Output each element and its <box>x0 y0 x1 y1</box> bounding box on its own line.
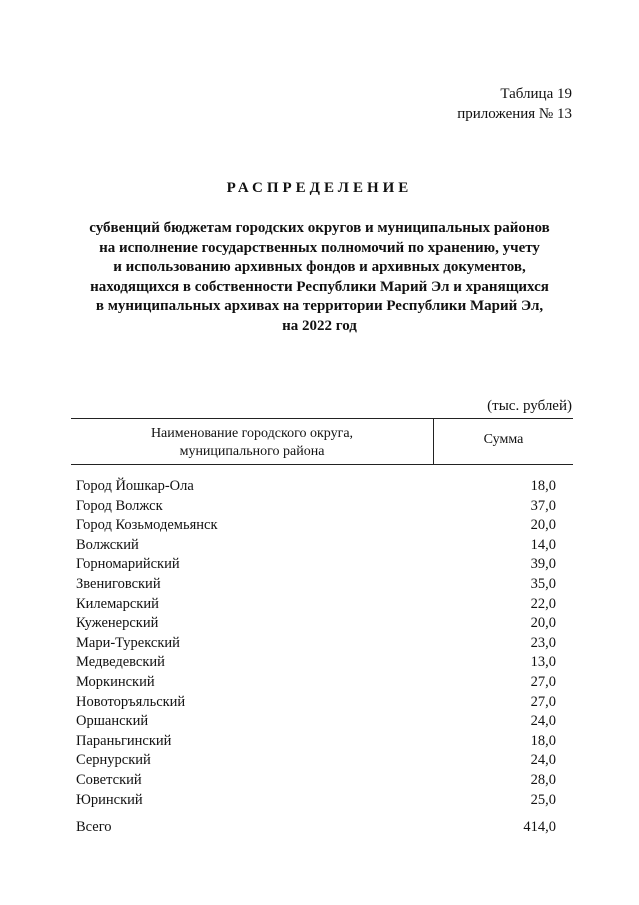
subtitle-line: и использованию архивных фондов и архивных документов, <box>113 259 526 276</box>
table-row <box>76 751 556 771</box>
table-row <box>76 595 556 615</box>
table-row <box>76 614 556 634</box>
subtitle-line: в муниципальных архивах на территории Республики Марий Эл, <box>95 298 544 315</box>
table-row <box>76 555 556 575</box>
subtitle-line: на 2022 год <box>282 317 357 334</box>
row-name: Звениговский <box>76 575 161 592</box>
row-name: Параньгинский <box>76 732 172 749</box>
row-value: 13,0 <box>530 654 556 671</box>
row-name: Юринский <box>76 791 143 808</box>
row-name: Куженерский <box>76 615 159 632</box>
total-label: Всего <box>76 819 112 835</box>
row-value: 14,0 <box>530 536 556 553</box>
row-name: Медведевский <box>76 654 165 671</box>
units-label: (тыс. рублей) <box>487 398 572 414</box>
row-value: 35,0 <box>530 575 556 592</box>
row-value: 27,0 <box>530 673 556 690</box>
table-reference <box>457 84 572 124</box>
table-number: Таблица 19 <box>500 86 572 102</box>
row-value: 20,0 <box>530 517 556 534</box>
row-value: 25,0 <box>530 791 556 808</box>
table-row <box>76 771 556 791</box>
row-name: Город Волжск <box>76 497 163 514</box>
subtitle-line: субвенций бюджетам городских округов и муниципальных районов <box>89 220 550 236</box>
row-name: Мари-Турекский <box>76 634 180 651</box>
row-name: Город Йошкар-Ола <box>76 478 194 494</box>
row-value: 20,0 <box>530 615 556 632</box>
table-row <box>76 575 556 595</box>
row-name: Сернурский <box>76 752 151 769</box>
subtitle-line: на исполнение государственных полномочий по хранению, учету <box>99 239 540 256</box>
table-header-border <box>71 464 573 465</box>
table-top-border <box>71 418 573 419</box>
row-value: 39,0 <box>530 556 556 573</box>
row-value: 22,0 <box>530 595 556 612</box>
table-row <box>76 693 556 713</box>
row-value: 28,0 <box>530 771 556 788</box>
table-body <box>76 477 556 810</box>
row-name: Советский <box>76 771 142 788</box>
appendix-number: приложения № 13 <box>457 106 572 122</box>
row-value: 18,0 <box>530 478 556 494</box>
row-name: Волжский <box>76 536 139 553</box>
row-name: Новоторъяльский <box>76 693 186 710</box>
document-subtitle <box>60 219 579 337</box>
row-value: 24,0 <box>530 752 556 769</box>
column-header-name <box>71 425 433 461</box>
row-value: 24,0 <box>530 713 556 730</box>
column-header-name-line: Наименование городского округа, <box>150 426 354 441</box>
row-value: 27,0 <box>530 693 556 710</box>
column-header-name-line: муниципального района <box>179 444 325 459</box>
table-row <box>76 477 556 497</box>
table-row <box>76 516 556 536</box>
row-name: Моркинский <box>76 673 155 690</box>
row-name: Оршанский <box>76 713 149 730</box>
table-row <box>76 653 556 673</box>
row-name: Город Козьмодемьянск <box>76 517 218 534</box>
table-total-row <box>76 817 556 837</box>
table-row <box>76 712 556 732</box>
document-title: РАСПРЕДЕЛЕНИЕ <box>226 180 413 196</box>
row-value: 23,0 <box>530 634 556 651</box>
column-header-sum: Сумма <box>483 432 524 447</box>
table-row <box>76 497 556 517</box>
table-row <box>76 536 556 556</box>
table-row <box>76 732 556 752</box>
table-row <box>76 634 556 654</box>
row-name: Горномарийский <box>76 556 180 573</box>
row-name: Килемарский <box>76 595 159 612</box>
total-value: 414,0 <box>523 819 556 835</box>
table-row <box>76 791 556 811</box>
table-row <box>76 673 556 693</box>
subtitle-line: находящихся в собственности Республики Марий Эл и хранящихся <box>90 278 549 295</box>
row-value: 18,0 <box>530 732 556 749</box>
row-value: 37,0 <box>530 497 556 514</box>
